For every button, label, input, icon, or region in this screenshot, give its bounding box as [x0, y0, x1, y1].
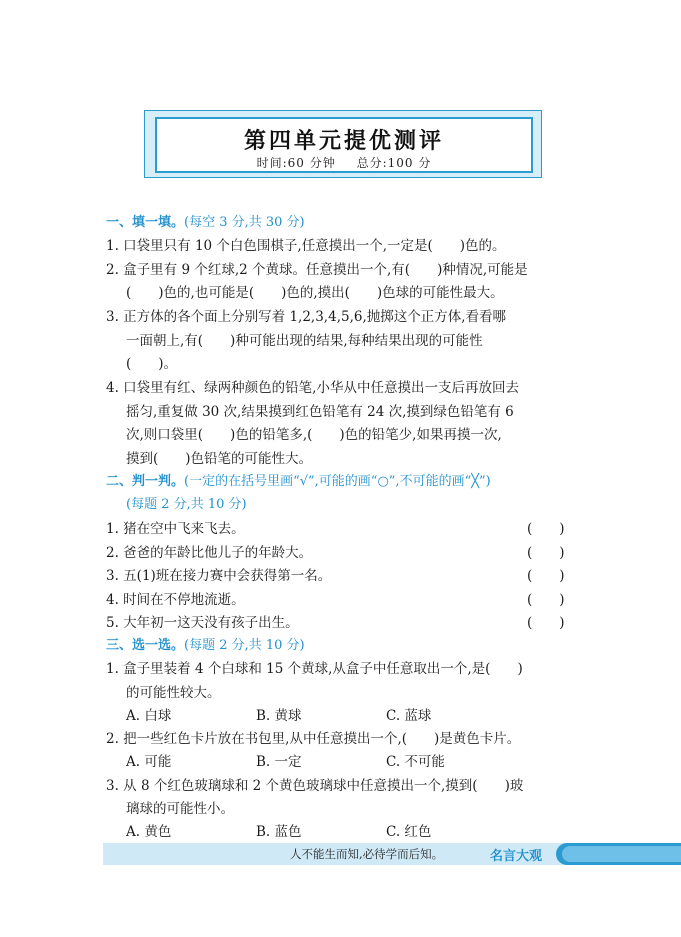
s1-line-8: 摇匀,重复做 30 次,结果摸到红色铅笔有 24 次,摸到绿色铅笔有 6 [126, 404, 514, 420]
footer-label: 名言大观 [490, 849, 543, 864]
section-2-score-note: (每题 2 分,共 10 分) [126, 497, 247, 512]
s2-item-2: 2. 爸爸的年龄比他儿子的年龄大。 [106, 545, 313, 561]
total-score: 总分:100 分 [356, 156, 432, 170]
s3-q2-line-1: 2. 把一些红色卡片放在书包里,从中任意摸出一个,( )是黄色卡片。 [106, 731, 521, 747]
section-1-heading: 一、填一填。(每空 3 分,共 30 分) [106, 215, 305, 230]
s3-q1-line-1: 1. 盒子里装着 4 个白球和 15 个黄球,从盒子中任意取出一个,是( ) [106, 661, 523, 677]
s1-line-10: 摸到( )色铅笔的可能性大。 [126, 451, 313, 467]
s2-item-1: 1. 猪在空中飞来飞去。 [106, 521, 245, 537]
s2-answer-1[interactable]: ( ) [527, 521, 565, 537]
s3-q3-option-c[interactable]: C. 红色 [386, 824, 432, 840]
s3-q3-line-1: 3. 从 8 个红色玻璃球和 2 个黄色玻璃球中任意摸出一个,摸到( )玻 [106, 778, 524, 794]
section-3-heading: 三、选一选。(每题 2 分,共 10 分) [106, 638, 305, 653]
s3-q1-option-a[interactable]: A. 白球 [126, 708, 172, 724]
s2-item-4: 4. 时间在不停地流逝。 [106, 592, 245, 608]
s3-q2-option-a[interactable]: A. 可能 [126, 754, 172, 770]
title-inner [155, 117, 533, 173]
s1-line-3: ( )色的,也可能是( )色的,摸出( )色球的可能性最大。 [126, 285, 504, 301]
s2-answer-3[interactable]: ( ) [527, 568, 565, 584]
s1-line-9: 次,则口袋里( )色的铅笔多,( )色的铅笔少,如果再摸一次, [126, 427, 502, 443]
s3-q2-option-c[interactable]: C. 不可能 [386, 754, 445, 770]
s1-line-4: 3. 正方体的各个面上分别写着 1,2,3,4,5,6,抛掷这个正方体,看看哪 [106, 309, 507, 325]
s1-line-2: 2. 盒子里有 9 个红球,2 个黄球。任意摸出一个,有( )种情况,可能是 [106, 262, 528, 278]
page-title: 第四单元提优测评 [243, 129, 444, 154]
s1-line-6: ( )。 [126, 356, 178, 372]
s1-line-7: 4. 口袋里有红、绿两种颜色的铅笔,小华从中任意摸出一支后再放回去 [106, 380, 519, 396]
s3-q1-option-b[interactable]: B. 黄球 [256, 708, 302, 724]
s3-q1-line-2: 的可能性较大。 [126, 685, 221, 701]
s1-line-5: 一面朝上,有( )种可能出现的结果,每种结果出现的可能性 [126, 333, 483, 349]
s2-answer-4[interactable]: ( ) [527, 592, 565, 608]
s3-q3-option-a[interactable]: A. 黄色 [126, 824, 172, 840]
s3-q2-option-b[interactable]: B. 一定 [256, 754, 302, 770]
time-limit: 时间:60 分钟 [256, 156, 336, 170]
title-box [144, 110, 542, 178]
s2-item-5: 5. 大年初一这天没有孩子出生。 [106, 615, 299, 631]
s3-q3-option-b[interactable]: B. 蓝色 [256, 824, 302, 840]
s2-answer-5[interactable]: ( ) [527, 615, 565, 631]
s3-q3-line-2: 璃球的可能性小。 [126, 801, 234, 817]
footer-quote: 人不能生而知,必待学而后知。 [290, 847, 444, 861]
s1-line-1: 1. 口袋里只有 10 个白色围棋子,任意摸出一个,一定是( )色的。 [106, 238, 506, 254]
s3-q1-option-c[interactable]: C. 蓝球 [386, 708, 432, 724]
footer-tab-inner-decoration [562, 846, 681, 862]
section-2-heading: 二、判一判。(一定的在括号里画“√”,可能的画“○”,不可能的画“╳”) [106, 474, 491, 489]
s2-answer-2[interactable]: ( ) [527, 545, 565, 561]
title-subline [157, 154, 531, 171]
s2-item-3: 3. 五(1)班在接力赛中会获得第一名。 [106, 568, 332, 584]
